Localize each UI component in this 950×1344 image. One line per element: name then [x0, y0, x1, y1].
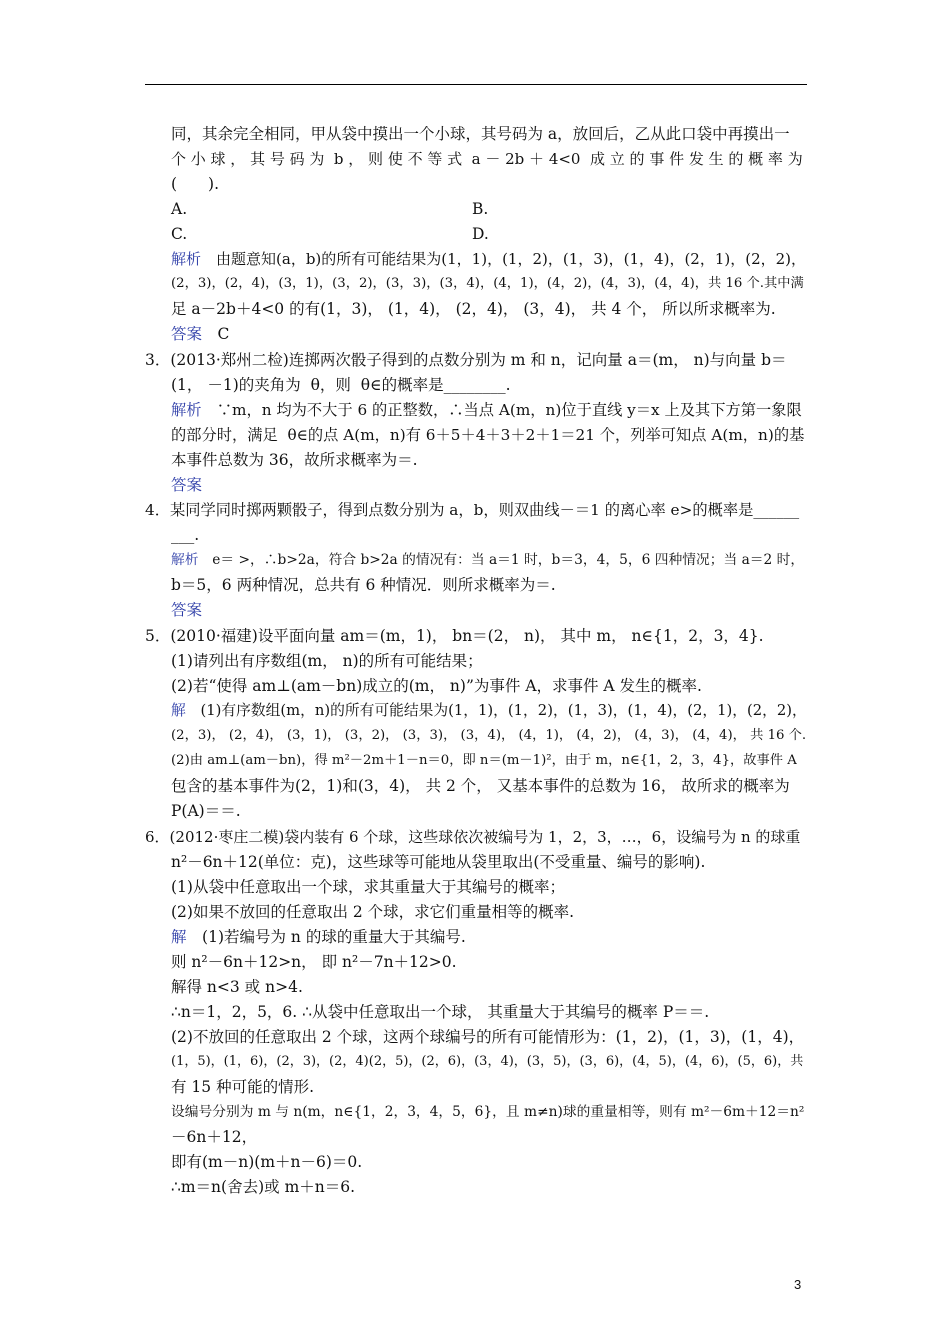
- p4-analysis-line2: b＝5，6 两种情况，总共有 6 种情况．则所求概率为＝.: [171, 576, 556, 594]
- p5-line1: 5．(2010·福建)设平面向量 am＝(m，1)， bn＝(2， n)， 其中 m， n∈{1，2，3，4}.: [145, 627, 764, 645]
- analysis-text: e＝ >，∴b>2a，符合 b>2a 的情况有：当 a＝1 时，b＝3，4，5，6 四种情况；当 a＝2 时，: [212, 552, 805, 568]
- analysis-text: ∵m，n 均为不大于 6 的正整数，∴当点 A(m，n)位于直线 y＝x 上及其下方第一象限: [216, 401, 802, 419]
- p2-line3: ( ).: [171, 175, 220, 193]
- p3-analysis-line3: 本事件总数为 36，故所求概率为＝.: [171, 451, 418, 469]
- p5-solution-line2: (2，3)， (2，4)， (3，1)， (3，2)， (3，3)， (3，4)， (4，1)， (4，2)， (4，3)， (4，4)， 共 16 个.: [171, 728, 807, 743]
- option-a: A.: [171, 200, 188, 218]
- p5-line3: (2)若“使得 am⊥(am－bn)成立的(m， n)”为事件 A，求事件 A 发生的概率.: [171, 677, 702, 695]
- p6-solution-line6: (1，5)，(1，6)，(2，3)，(2，4)(2，5)，(2，6)，(3，4)，(3，5)，(3，6)，(4，5)，(4，6)，(5，6)，共: [171, 1054, 804, 1069]
- p2-analysis-line2: (2，3)，(2，4)，(3，1)，(3，2)，(3，3)，(3，4)，(4，1)，(4，2)，(4，3)，(4，4)，共 16 个.其中满: [171, 276, 804, 291]
- p2-line2: 个 小 球 ， 其 号 码 为 b ， 则 使 不 等 式 a － 2b ＋ 4<0 成 立 的 事 件 发 生 的 概 率 为: [171, 150, 803, 168]
- p4-analysis-line1: [171, 550, 804, 570]
- p6-solution-line2: 则 n²－6n＋12>n， 即 n²－7n＋12>0.: [171, 953, 457, 971]
- p4-answer-label: 答案: [171, 601, 203, 619]
- p4-line2: [171, 525, 199, 545]
- p5-solution-line3: (2)由 am⊥(am－bn)，得 m²－2m＋1－n＝0，即 n＝(m－1)²，由于 m，n∈{1，2，3，4}，故事件 A: [171, 753, 797, 768]
- p3-answer-label: 答案: [171, 476, 203, 494]
- answer-label: 答案: [171, 325, 203, 343]
- p2-line1: 同，其余完全相同，甲从袋中摸出一个小球，其号码为 a，放回后，乙从此口袋中再摸出一: [171, 125, 790, 143]
- p6-solution-line5: (2)不放回的任意取出 2 个球，这两个球编号的所有可能情形为：(1，2)，(1，3)，(1，4)，: [171, 1028, 805, 1046]
- solution-label: 解: [171, 702, 186, 719]
- solution-label: 解: [171, 928, 187, 946]
- option-c: C.: [171, 225, 188, 243]
- p2-analysis-line3: 足 a－2b＋4<0 的有(1，3)， (1，4)， (2，4)， (3，4)， 共 4 个， 所以所求概率为.: [171, 300, 776, 318]
- p3-analysis-line2: 的部分时，满足 θ∈的点 A(m，n)有 6＋5＋4＋3＋2＋1＝21 个，列举可知点 A(m，n)的基: [171, 426, 805, 444]
- option-b: B.: [472, 200, 489, 218]
- p6-solution-line4: ∴n＝1，2，5，6. ∴从袋中任意取出一个球， 其重量大于其编号的概率 P＝＝.: [171, 1003, 710, 1021]
- header-rule: [145, 84, 807, 85]
- p6-solution-line3: 解得 n<3 或 n>4.: [171, 978, 303, 996]
- p6-solution-line7: 有 15 种可能的情形.: [171, 1078, 315, 1096]
- p6-line1: 6．(2012·枣庄二模)袋内装有 6 个球，这些球依次被编号为 1，2，3，…，6，设编号为 n 的球重: [145, 828, 801, 846]
- p6-solution-line9: －6n＋12，: [171, 1128, 258, 1146]
- answer-blank: ______: [753, 501, 800, 519]
- p4-line1: [145, 500, 799, 520]
- answer-value: C: [217, 325, 230, 343]
- p3-analysis-line1: [171, 400, 802, 420]
- analysis-label: 解析: [171, 552, 199, 568]
- p5-line2: (1)请列出有序数组(m， n)的所有可能结果；: [171, 652, 483, 670]
- p3-line1: 3．(2013·郑州二检)连掷两次骰子得到的点数分别为 m 和 n，记向量 a＝(m， n)与向量 b＝: [145, 351, 787, 369]
- p3-line2: (1， －1)的夹角为 θ，则 θ∈的概率是________.: [171, 376, 511, 394]
- p6-solution-line10: 即有(m－n)(m＋n－6)＝0.: [171, 1153, 363, 1171]
- option-d: D.: [472, 225, 489, 243]
- answer-blank: ___: [171, 526, 195, 544]
- p6-line4: (2)如果不放回的任意取出 2 个球，求它们重量相等的概率.: [171, 903, 575, 921]
- p5-solution-line5: P(A)＝＝.: [171, 802, 241, 820]
- analysis-text: 由题意知(a，b)的所有可能结果为(1，1)，(1，2)，(1，3)，(1，4)，(2，1)，(2，2)，: [216, 250, 807, 268]
- page-number: 3: [794, 1277, 802, 1292]
- p6-line3: (1)从袋中任意取出一个球，求其重量大于其编号的概率；: [171, 878, 565, 896]
- solution-text: (1)有序数组(m，n)的所有可能结果为(1，1)，(1，2)，(1，3)，(1，4)，(2，1)，(2，2)，: [200, 702, 807, 719]
- p5-solution-line1: [171, 701, 807, 721]
- p5-solution-line4: 包含的基本事件为(2，1)和(3，4)， 共 2 个， 又基本事件的总数为 16， 故所求的概率为: [171, 777, 790, 795]
- p2-analysis-line1: [171, 249, 806, 269]
- p6-solution-line1: [171, 927, 466, 947]
- analysis-label: 解析: [171, 401, 202, 419]
- solution-text: (1)若编号为 n 的球的重量大于其编号.: [202, 928, 466, 946]
- p4-text: 4．某同学同时掷两颗骰子，得到点数分别为 a，b，则双曲线－＝1 的离心率 e>的概率是: [145, 501, 754, 519]
- p2-answer: [171, 324, 229, 344]
- p6-solution-line8: 设编号分别为 m 与 n(m，n∈{1，2，3，4，5，6}，且 m≠n)球的重量相等，则有 m²－6m＋12＝n²: [171, 1104, 805, 1120]
- p4-period: .: [194, 526, 200, 544]
- analysis-label: 解析: [171, 250, 202, 268]
- p6-solution-line11: ∴m＝n(舍去)或 m＋n＝6.: [171, 1178, 356, 1196]
- p6-line2: n²－6n＋12(单位：克)，这些球等可能地从袋里取出(不受重量、编号的影响).: [171, 853, 706, 871]
